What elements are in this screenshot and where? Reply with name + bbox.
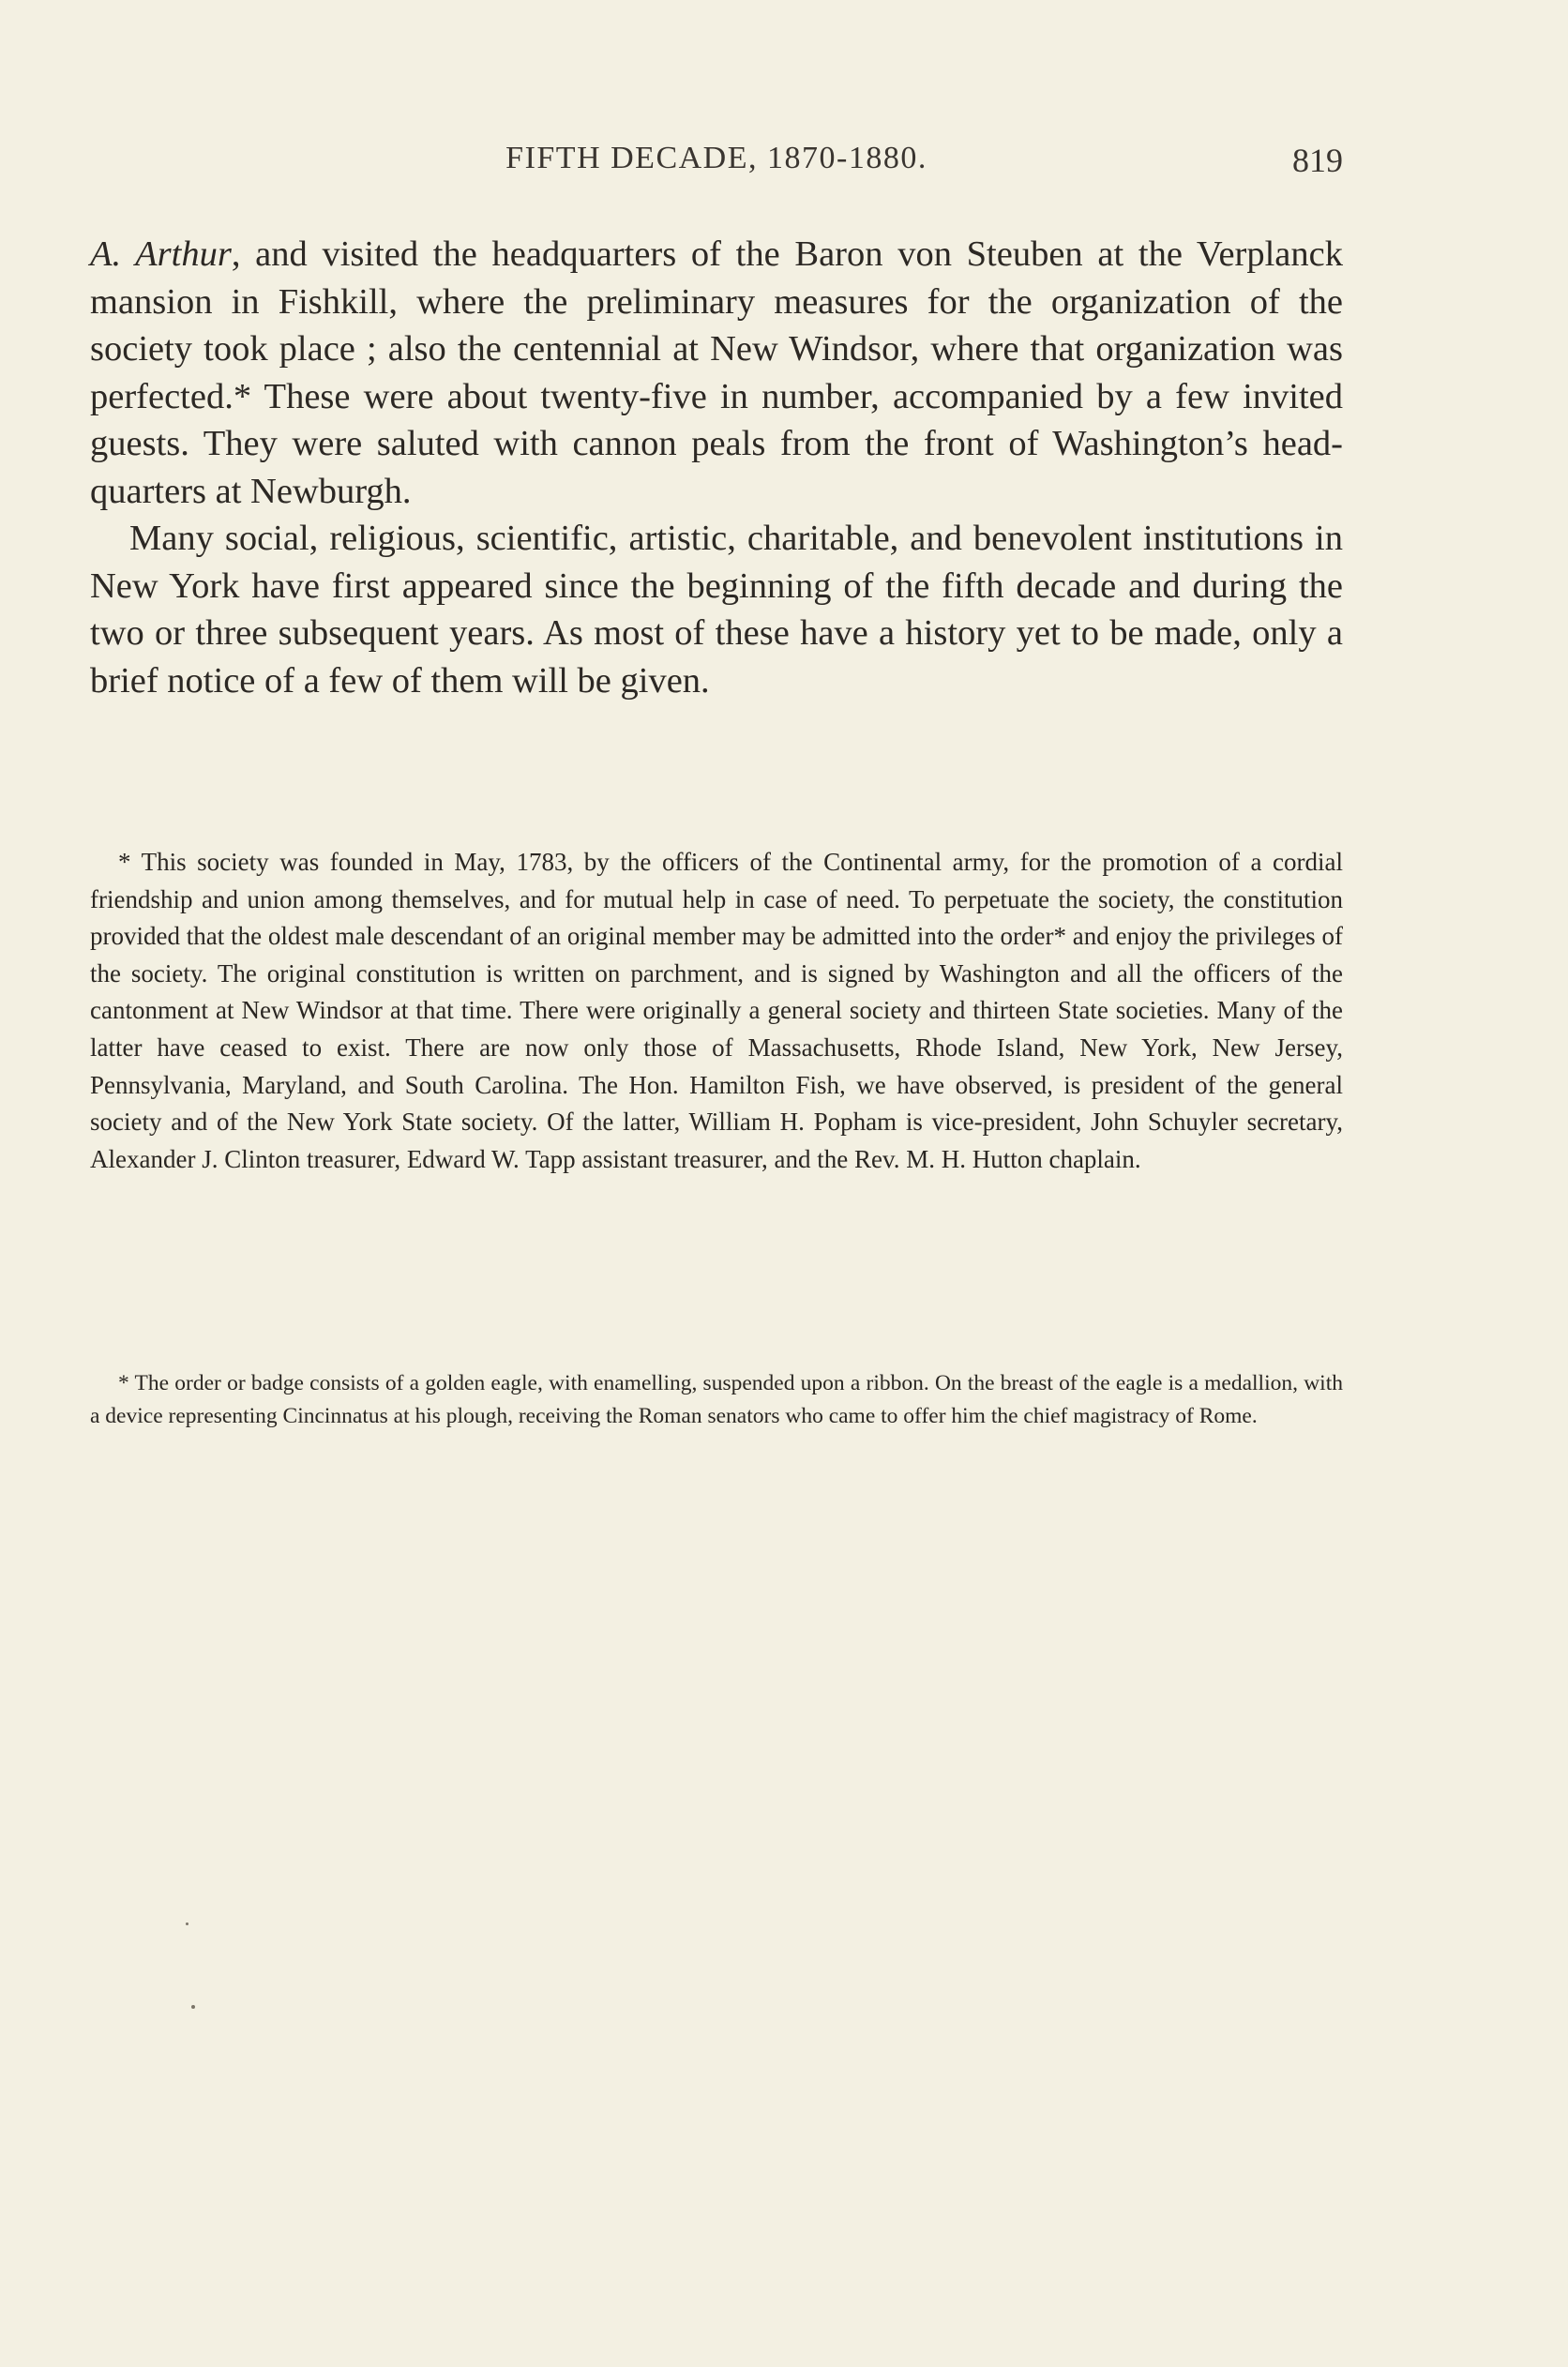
main-text: [90, 231, 1343, 704]
footnote-society: [90, 844, 1343, 1178]
running-head: [90, 141, 1343, 188]
footnote-badge-text: * The order or badge consists of a golden eagle, with enamelling, suspended upon a ribbon. On the breast of the eagle is a medallion, with a device representing Cincinnatus at his plough, receiving the Roman senators who came to offer him the chief magistracy of Rome.: [90, 1371, 1343, 1428]
page-number: 819: [1292, 142, 1343, 179]
footnote-text: * This society was founded in May, 1783, by the officers of the Continental army, for the promotion of a cordial friendship and union among themselves, and for mutual help in case of need. To perpetuate the society, the constitution provided that the oldest male descendant of an original member may be admitted into the order* and enjoy the privileges of the society. The original constitution is written on parchment, and is signed by Washington and all the officers of the cantonment at New Windsor at that time. There were originally a general society and thirteen State societies. Many of the latter have ceased to exist. There are now only those of Massachusetts, Rhode Island, New York, New Jersey, Pennsylvania, Maryland, and South Carolina. The Hon. Hamilton Fish, we have observed, is president of the general society and of the New York State society. Of the latter, William H. Popham is vice-president, John Schuyler secretary, Alexander J. Clinton treasurer, Edward W. Tapp assistant treasurer, and the Rev. M. H. Hutton chaplain.: [90, 848, 1343, 1173]
paper-speck: [186, 1922, 188, 1925]
running-title: FIFTH DECADE, 1870-1880.: [505, 141, 927, 175]
paragraph-lead-name: A. Arthur: [90, 234, 232, 274]
paragraph-institutions: Many social, religious, scientific, artistic, charitable, and benevolent institutions in New York have first appeared since the beginning of the fifth decade and during the two or three subsequent years. As most of these have a history yet to be made, only a brief notice of a few of them will be given.: [90, 519, 1343, 701]
paragraph-text: , and visited the headquarters of the Baron von Steuben at the Verplanck mansion in Fishkill, where the preliminary measures for the organization of the society took place ; also the centennial at New Windsor, where that organization was perfected.* These were about twenty-five in number, accompanied by a few invited guests. They were saluted with cannon peals from the front of Washington’s head-quarters at Newburgh.: [90, 234, 1343, 511]
footnote-badge: [90, 1367, 1343, 1433]
paragraph-continued: [90, 231, 1343, 515]
paper-speck: [191, 2005, 195, 2009]
